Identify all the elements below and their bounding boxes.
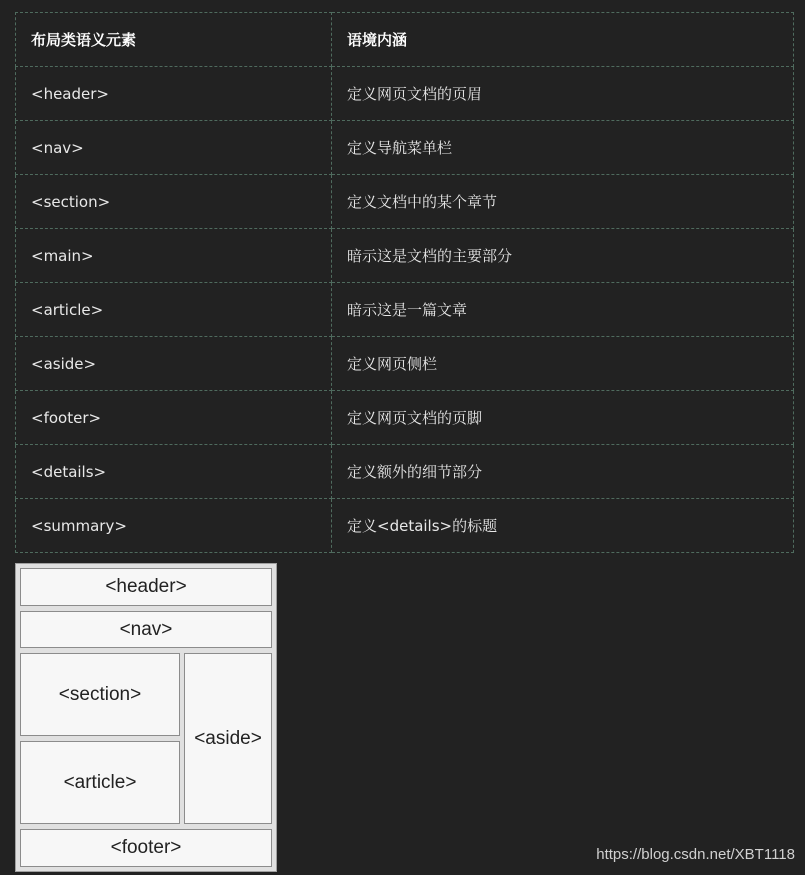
meaning-cell: 暗示这是一篇文章 <box>332 283 794 337</box>
element-cell: <nav> <box>16 121 332 175</box>
table-row <box>16 283 794 337</box>
table-row <box>16 499 794 553</box>
diagram-header-box: <header> <box>20 568 272 606</box>
meaning-cell: 定义额外的细节部分 <box>332 445 794 499</box>
semantic-elements-table <box>15 12 794 553</box>
element-cell: <aside> <box>16 337 332 391</box>
watermark-url: https://blog.csdn.net/XBT1118 <box>596 846 795 863</box>
element-cell: <header> <box>16 67 332 121</box>
column-header-element: 布局类语义元素 <box>16 13 332 67</box>
table-row <box>16 337 794 391</box>
table-row <box>16 445 794 499</box>
meaning-cell: 定义文档中的某个章节 <box>332 175 794 229</box>
table-row <box>16 391 794 445</box>
diagram-section-box: <section> <box>20 653 180 736</box>
diagram-article-box: <article> <box>20 741 180 824</box>
meaning-cell: 定义<details>的标题 <box>332 499 794 553</box>
meaning-cell: 暗示这是文档的主要部分 <box>332 229 794 283</box>
element-cell: <details> <box>16 445 332 499</box>
table-header-row <box>16 13 794 67</box>
column-header-meaning: 语境内涵 <box>332 13 794 67</box>
table-row <box>16 121 794 175</box>
table-row <box>16 229 794 283</box>
element-cell: <section> <box>16 175 332 229</box>
diagram-footer-box: <footer> <box>20 829 272 867</box>
diagram-aside-box: <aside> <box>184 653 272 824</box>
element-cell: <main> <box>16 229 332 283</box>
meaning-cell: 定义网页侧栏 <box>332 337 794 391</box>
table-row <box>16 175 794 229</box>
element-cell: <footer> <box>16 391 332 445</box>
element-cell: <summary> <box>16 499 332 553</box>
meaning-cell: 定义导航菜单栏 <box>332 121 794 175</box>
page-layout-diagram <box>15 563 277 872</box>
meaning-cell: 定义网页文档的页眉 <box>332 67 794 121</box>
element-cell: <article> <box>16 283 332 337</box>
meaning-cell: 定义网页文档的页脚 <box>332 391 794 445</box>
diagram-nav-box: <nav> <box>20 611 272 648</box>
table-row <box>16 67 794 121</box>
